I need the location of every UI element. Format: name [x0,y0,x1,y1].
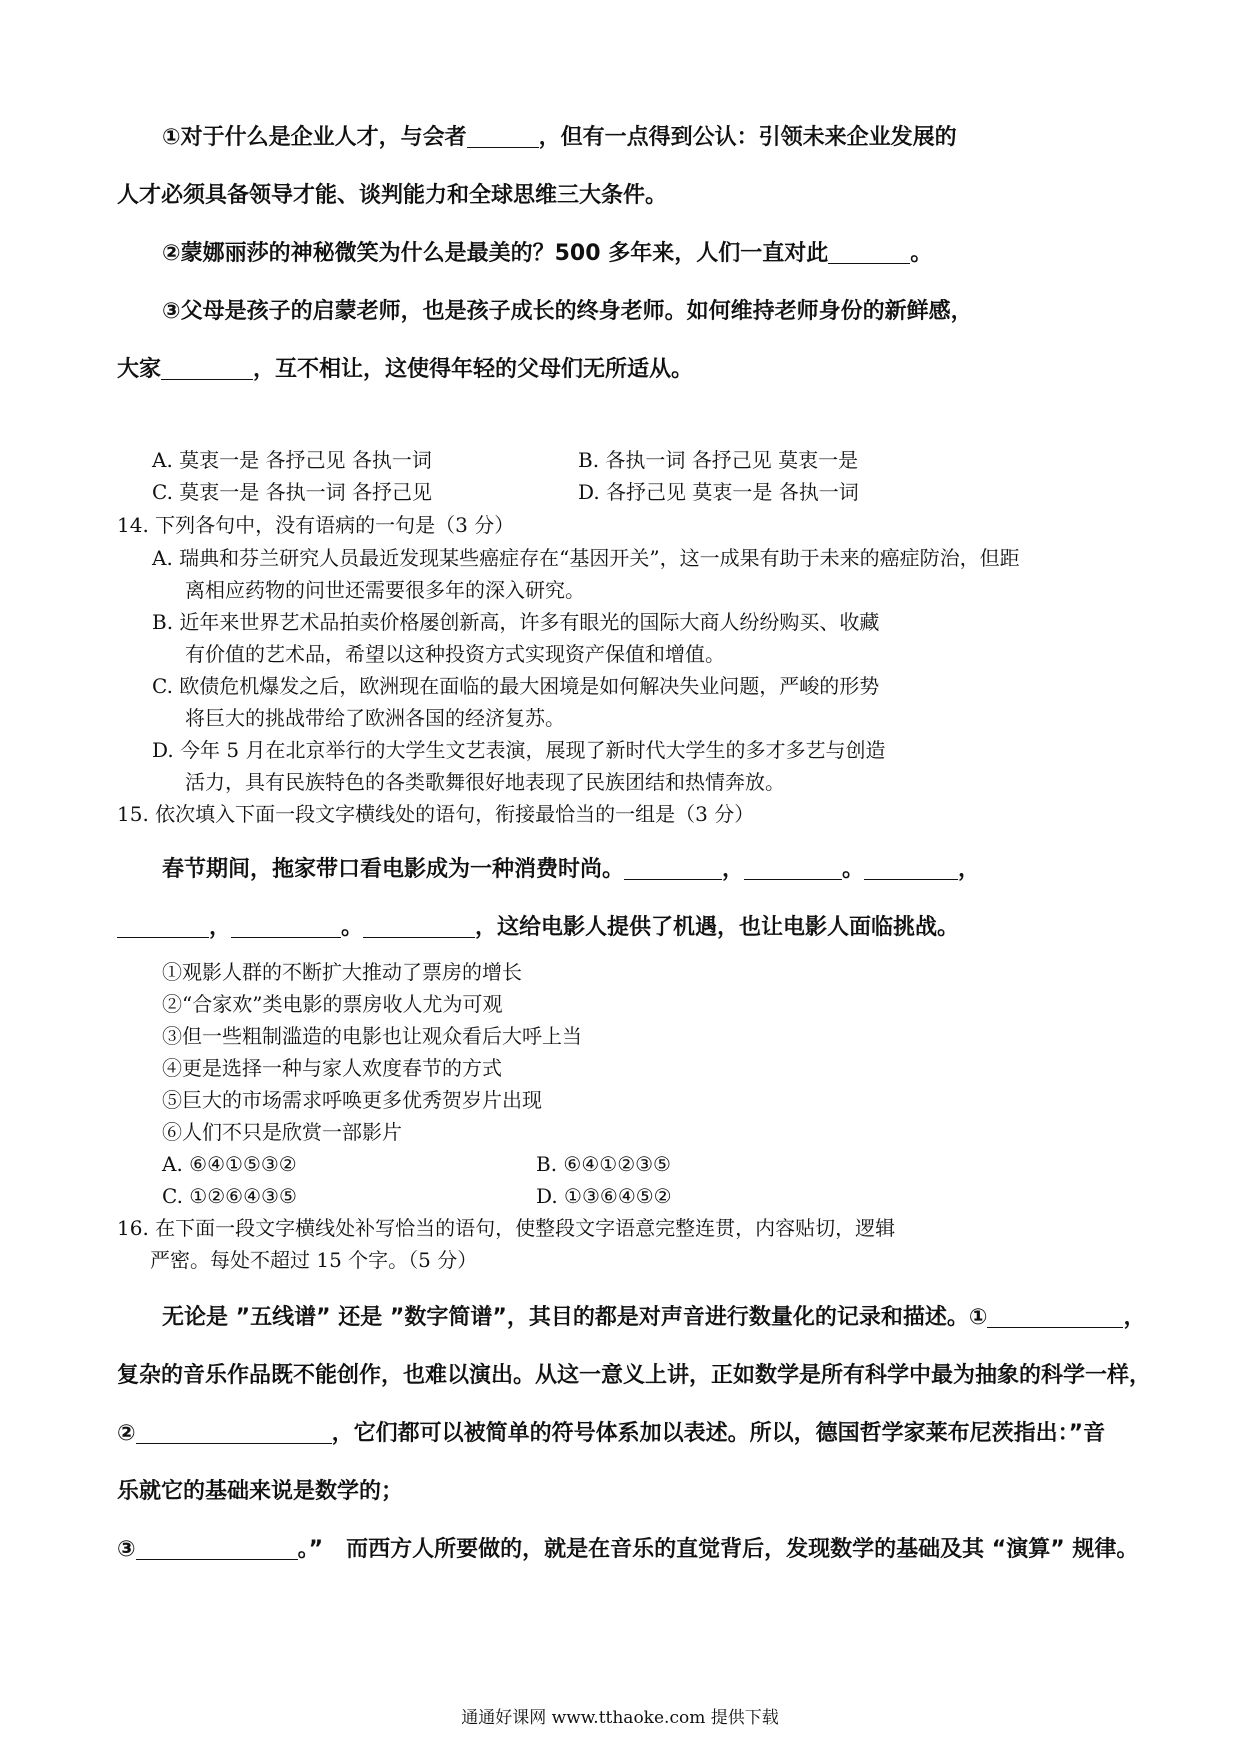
fill-blank [828,241,910,264]
fill-blank [987,1305,1123,1328]
q13-option-b: B. 各执一词 各抒己见 莫衷一是 [578,448,859,472]
fill-blank [231,915,341,938]
q14-option-d-cont: 活力，具有民族特色的各类歌舞很好地表现了民族团结和热情奔放。 [185,770,785,794]
q14-option-d: D. 今年 5 月在北京举行的大学生文艺表演，展现了新时代大学生的多才多艺与创造 [152,738,886,762]
q16-stem: 16. 在下面一段文字横线处补写恰当的语句，使整段文字语意完整连贯，内容贴切，逻辑 [117,1216,896,1240]
q15-option-a: A. ⑥④①⑤③② [162,1152,297,1176]
q13-sentence-2: ②蒙娜丽莎的神秘微笑为什么是最美的？500 多年来，人们一直对此 。 [162,241,933,266]
q14-option-a: A. 瑞典和芬兰研究人员最近发现某些癌症存在“基因开关”，这一成果有助于未来的癌症防治，但距 [152,546,1020,570]
q16-passage-3: ② ，它们都可以被简单的符号体系加以表述。所以，德国哲学家莱布尼茨指出：”音 [117,1421,1106,1446]
q14-option-a-cont: 离相应药物的问世还需要很多年的深入研究。 [185,578,585,602]
q13-sentence-1-cont: 人才必须具备领导才能、谈判能力和全球思维三大条件。 [117,183,668,208]
fill-blank [136,1421,332,1444]
q16-passage-1: 无论是 ”五线谱” 还是 ”数字简谱”，其目的都是对声音进行数量化的记录和描述。① ， [162,1305,1146,1330]
fill-blank [864,857,958,880]
fill-blank [117,915,209,938]
q13-sentence-3: ③父母是孩子的启蒙老师，也是孩子成长的终身老师。如何维持老师身份的新鲜感， [162,299,973,324]
fill-blank [136,1537,298,1560]
q14-option-c: C. 欧债危机爆发之后，欧洲现在面临的最大困境是如何解决失业问题，严峻的形势 [152,674,880,698]
q16-passage-4: 乐就它的基础来说是数学的； [117,1479,404,1504]
q13-sentence-1: ①对于什么是企业人才，与会者 ，但有一点得到公认：引领未来企业发展的 [162,125,957,150]
fill-blank [161,357,253,380]
q15-passage: 春节期间，拖家带口看电影成为一种消费时尚。 ， 。 ， [162,857,981,882]
fill-blank [744,857,842,880]
q15-item-1: ①观影人群的不断扩大推动了票房的增长 [162,960,522,984]
q13-option-a: A. 莫衷一是 各抒己见 各执一词 [152,448,432,472]
q14-stem: 14. 下列各句中，没有语病的一句是（3 分） [117,513,515,537]
q13-option-c: C. 莫衷一是 各执一词 各抒己见 [152,480,433,504]
q15-item-6: ⑥人们不只是欣赏一部影片 [162,1120,402,1144]
page-footer: 通通好课网 www.tthaoke.com 提供下载 [461,1708,779,1728]
fill-blank [467,125,539,148]
q15-stem: 15. 依次填入下面一段文字横线处的语句，衔接最恰当的一组是（3 分） [117,802,755,826]
q14-option-b-cont: 有价值的艺术品，希望以这种投资方式实现资产保值和增值。 [185,642,725,666]
q16-stem-cont: 严密。每处不超过 15 个字。（5 分） [150,1248,478,1272]
q15-option-d: D. ①③⑥④⑤② [536,1184,672,1208]
q14-option-b: B. 近年来世界艺术品拍卖价格屡创新高，许多有眼光的国际大商人纷纷购买、收藏 [152,610,880,634]
q15-option-b: B. ⑥④①②③⑤ [536,1152,671,1176]
q16-passage-2: 复杂的音乐作品既不能创作，也难以演出。从这一意义上讲，正如数学是所有科学中最为抽象的科学一样， [117,1363,1152,1388]
q16-passage-5: ③ 。” 而西方人所要做的，就是在音乐的直觉背后，发现数学的基础及其 “演算” 规律。 [117,1537,1139,1562]
q15-item-4: ④更是选择一种与家人欢度春节的方式 [162,1056,502,1080]
q15-item-5: ⑤巨大的市场需求呼唤更多优秀贺岁片出现 [162,1088,542,1112]
fill-blank [624,857,722,880]
q15-item-2: ②“合家欢”类电影的票房收人尤为可观 [162,992,503,1016]
q14-option-c-cont: 将巨大的挑战带给了欧洲各国的经济复苏。 [185,706,565,730]
q15-option-c: C. ①②⑥④③⑤ [162,1184,297,1208]
q15-passage-cont: ， 。 ，这给电影人提供了机遇，也让电影人面临挑战。 [117,914,959,942]
q13-option-d: D. 各抒己见 莫衷一是 各执一词 [578,480,859,504]
q15-item-3: ③但一些粗制滥造的电影也让观众看后大呼上当 [162,1024,582,1048]
q13-sentence-3-cont: 大家 ，互不相让，这使得年轻的父母们无所适从。 [117,357,694,382]
fill-blank [363,915,475,938]
